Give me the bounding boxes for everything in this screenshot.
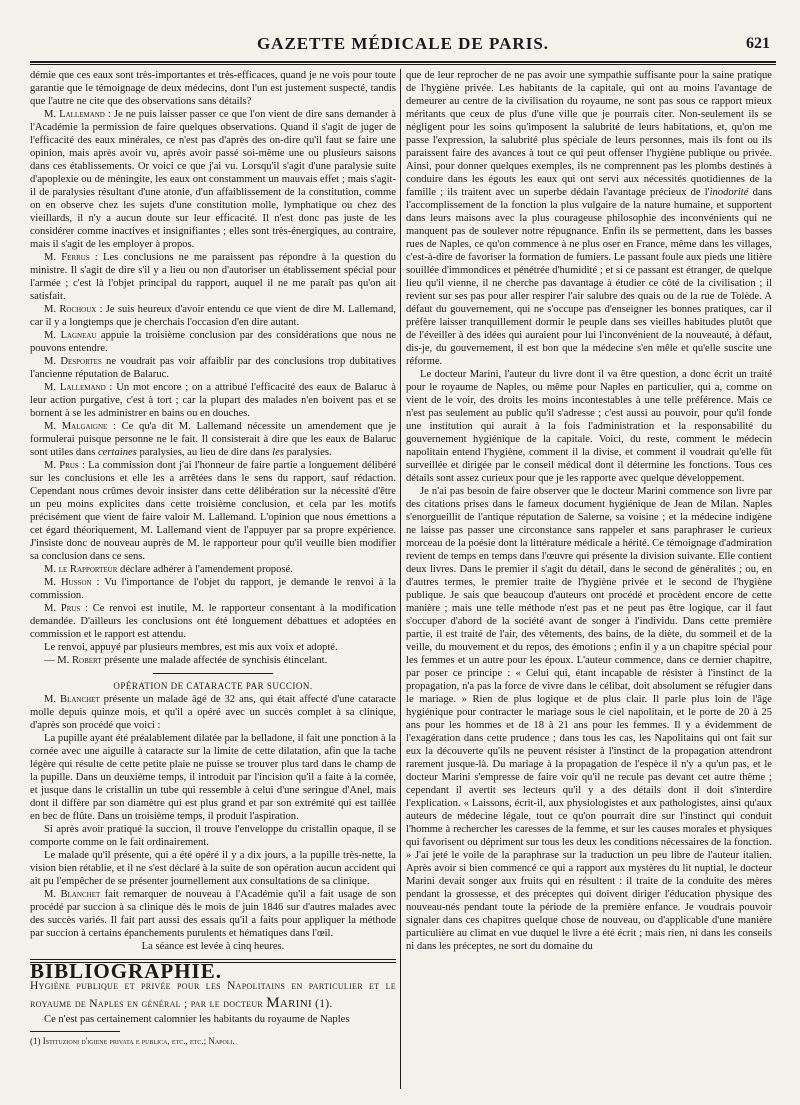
paragraph: La pupille ayant été préalablement dilatée par la belladone, il fait une ponction à la cornée avec une aiguille à cataracte sur la limite de cette dilatation, afin que la tache légère qui résulte de cette petite plaie ne puisse se trouver plus tard dans le champ de la pupille. Dans un deuxième temps, il introduit par l'incision qu'il a faite à la cornée, et jusque dans le cristallin un tube qui ressemble à celui d'une seringue d'Anel, mais dont il diffère par son diamètre qui est plus grand et par son extrémité qui est taillée en bec de flûte. Dans un troisième temps, il produit l'aspiration. bbox=[30, 733, 396, 822]
footnote-rule bbox=[30, 1031, 120, 1032]
emphasis: inodorité bbox=[709, 187, 749, 198]
speech-text: : Un mot encore ; on a attribué l'efficacité des eaux de Balaruc à leur action purgative, c'est à tort ; car la plupart des malades n'en boivent pas et se bornent à se les administrer en bains ou en douches. bbox=[30, 382, 396, 419]
page-number: 621 bbox=[746, 35, 770, 52]
speech-text: appuie la troisième conclusion par des considérations que nous ne pouvons entendre. bbox=[30, 330, 396, 354]
paragraph: Si après avoir pratiqué la succion, il trouve l'enveloppe du cristallin opaque, il se comporte comme on le fait ordinairement. bbox=[30, 824, 396, 848]
paragraph: démie que ces eaux sont très-importantes et très-efficaces, quand je ne vois pour toute garantie que le témoignage de deux médecins, dont l'un est justement suspecté, tandis que l'autre ne cite que des observations sans détails? bbox=[30, 70, 396, 107]
paragraph: Le malade qu'il présente, qui a été opéré il y a dix jours, a la pupille très-nette, la vision bien rétablie, et il ne s'est déclaré à la suite de son opération aucun accident qui ait pu l'empêcher de se présenter journellement aux consultations de sa clinique. bbox=[30, 850, 396, 887]
speech-text: : La commission dont j'ai l'honneur de faire partie a longuement délibéré sur les conclusions et elle les a arrêtées dans le sens du rapport, sauf rédaction. Cependant nous crûmes devoir insister dans cette délibération sur la nécessité d'être un peu moins explicites dans cette troisième conclusion, et cela par les motifs précisément que vient de faire valoir M. Lallemand. L'opinion que nous émettions a cet égard théoriquement, M. Lallemand vient de l'appuyer par sa propre expérience. J'insiste donc de nouveau auprès de M. le rapporteur pour qu'il veuille bien modifier sa conclusion dans ce sens. bbox=[30, 460, 396, 562]
speaker-name: M. Blanchet bbox=[44, 694, 100, 705]
bibliography-heading: BIBLIOGRAPHIE. bbox=[30, 959, 222, 983]
speech-text: : Les conclusions ne me paraissent pas répondre à la question du ministre. Il s'agit de dire s'il y a lieu ou non d'autoriser un établissement spécial pour l'armée ; c'est là l'objet principal du rapport, auquel il ne me paraît pas qu'on ait satisfait. bbox=[30, 252, 396, 302]
emphasis: certaines bbox=[97, 447, 137, 458]
body-text: que de leur reprocher de ne pas avoir une sympathie suffisante pour la saine pratique de l'hygiène privée. Les habitants de la capitale, qui ont au moins l'avantage de demeurer au centre de la civilisation du royaume, ne sont pas sous ce rapport mieux méritants que ceux de plus d'une ville que je pourrais citer. Non-seulement ils se négligent pour les soins qu'imposent la salubrité de leurs habitations, et, qu'on me passe l'expression, la salubrité plus spéciale de leurs personnes, mais ils font ou ils paraissent faire des avances à tout ce qui peut offenser l'hygiène publique ou privée. Ainsi, pour donner quelques exemples, ils ne comprennent pas les plombs destinés à conduire dans les égouts les eaux qui ont servi aux nécessités quotidiennes de la famille ; ils traitent avec un superbe dédain l'avantage précieux de l' bbox=[406, 70, 772, 198]
speech-text: déclare adhérer à l'amendement proposé. bbox=[117, 564, 293, 575]
paragraph bbox=[30, 329, 396, 355]
paragraph bbox=[30, 576, 396, 602]
speech-text: ne voudrait pas voir affaiblir par des conclusions trop dubitatives l'ancienne réputation de Balaruc. bbox=[30, 356, 396, 380]
paragraph bbox=[30, 693, 396, 732]
paragraph bbox=[30, 563, 396, 576]
paragraph bbox=[30, 654, 396, 667]
body-text: dans l'accomplissement de la fonction la plus vulgaire de la nature humaine, et supportent dans leurs maisons avec la plus courageuse philosophie des inconvénients qui ne manquent pas de soulever notre répugnance. Enfin ils se permettent, dans les basses rues de Naples, ce qu'on commence à ne plus oser en France, même dans les villages, c'est-à-dire de favoriser la formation de fumiers. Le passant foule aux pieds une litière souillée d'immondices et pénétrée d'humidité ; et si ce passant est étranger, de quelque lieu qu'il vienne, il ne cherche pas davantage à étudier ce côté de la civilisation ; il revient sur ses pas pour aller respirer l'air salubre des quais ou de la rue de Tolède. A défaut du gouvernement, qui ne s'occupe pas d'enseigner les bonnes pratiques, car il préfère laisser tranquillement dormir le peuple dans ses vieilles habitudes plutôt que de l'éveiller à des idées qui auraient pour lui l'inconvénient de la nouveauté, à défaut, dis-je, du gouvernement, il est bon que la médecine s'en mêle et qu'elle suscite une réforme. bbox=[406, 187, 772, 367]
speaker-name: M. Malgaigne bbox=[44, 421, 108, 432]
speech-text: présente un malade âgé de 32 ans, qui était affecté d'une cataracte molle depuis quinze mois, et qu'il a opéré avec un succès complet à sa clinique, d'après son procédé que voici : bbox=[30, 694, 396, 731]
paragraph bbox=[30, 108, 396, 251]
speech-text: : Ce qu'a dit M. Lallemand nécessite un amendement que je formulerai puisque personne ne le fait. Il consisterait à dire que les eaux de Balaruc sont utiles dans bbox=[30, 421, 396, 458]
speaker-name: M. le Rapporteur bbox=[44, 564, 118, 575]
paragraph bbox=[30, 303, 396, 329]
speaker-name: M. Desportes bbox=[44, 356, 102, 367]
book-title-text: Hygiène publique et privée pour les Napolitains en particulier et le royaume de Naples en général ; par le docteur bbox=[30, 980, 396, 1010]
speaker-name: M. Rochoux bbox=[44, 304, 97, 315]
paragraph: Le docteur Marini, l'auteur du livre dont il va être question, a donc écrit un traité pour le royaume de Naples, ou même pour Naples en particulier, qui a, comme on vient de le voir, des droits les moins incontestables à une telle préférence. Mais ce n'est pas seulement au public qu'il s'adresse ; c'est aussi au pouvoir, pour qu'il fonde une institution qui aurait à la fois l'administration et la responsabilité du gouvernement hygiénique de la capitale. Voici, du reste, comment le médecin napolitain entend l'hygiène, comment il la divise, et comment il voudrait qu'elle fût surveillée et dirigée par le conseil médical dont il détermine les fonctions. Tous ces détails sont assez curieux pour que je les rapporte avec quelque développement. bbox=[406, 369, 772, 484]
speech-text: : Je suis heureux d'avoir entendu ce que vient de dire M. Lallemand, car il y a longtemps que je cherchais l'occasion d'en dire autant. bbox=[30, 304, 396, 328]
speaker-name: M. Ferrus bbox=[44, 252, 90, 263]
emphasis: les bbox=[272, 447, 284, 458]
paragraph bbox=[30, 420, 396, 459]
paragraph: Je n'ai pas besoin de faire observer que le docteur Marini commence son livre par des citations prises dans le fameux document hygiénique de Jean de Milan. Naples s'enorgueillit de l'antique réputation de Salerne, sa voisine ; et la médecine indigène ne laisse pas passer une circonstance sans rappeler et sans paraphraser le curieux morceau de la poésie dont la littérature médicale a hérité. Ce témoignage d'admiration revient de temps en temps dans l'œuvre qui présente la division suivante. Elle contient deux livres. Dans le premier il s'agit du détail, dans le second de généralités ; ou, en d'autres termes, le premier traite de l'hygiène privée et le second de l'hygiène publique. Je sais que beaucoup d'auteurs ont procédé et procèdent encore de cette manière ; mais une telle méthode n'est pas et ne peut pas être logique, car il faut s'occuper d'abord de la société avant de songer à l'individu. Dans cette première partie, il est traité de l'air, des vêtements, des bains, de la diète, du sommeil et de la veille, du mouvement et du repos, des émotions ; enfin il y a un chapitre spécial pour les femmes et un autre pour les époux. L'auteur commence, dans ce dernier chapitre, par poser ce principe : « Celui qui, étant incapable de résister à l'instinct de la propagation, n'a pas la force de vivre dans le célibat, doit absolument se réfugier dans le mariage. » Rien de plus logique et de plus clair. Il parle plus loin de l'âge hygiénique pour contracter le mariage sous le ciel napolitain, et le porte de 20 à 25 ans pour les hommes et de 18 à 21 ans pour les femmes. Il y a évidemment de l'exagération dans cette prudence ; dans tous les cas, les Napolitains qui ont fait sur eux la découverte qu'ils ne peuvent résister à l'instinct de la propagation attendront rarement jusque-là. Du mariage à la propagation de l'espèce il n'y a qu'un pas, et le docteur Marini s'empresse de faire voir qu'il ne recule pas devant cet autre thème ; cependant il avertit ses lecteurs qu'il y a des détails dont il doit s'interdire l'explication. « Laissons, écrit-il, aux physiologistes et aux pathologistes, ainsi qu'aux auteurs de médecine légale, tout ce qu'on pourrait dire sur l'instinct qui conduit l'homme à rechercher les caresses de la femme, et sur les causes morales et physiques qui favorisent ou dépriment sur tous les deux les conditions nécessaires de la fonction. » J'ai jeté le voile de la paraphrase sur la traduction un peu libre de l'auteur italien. Après avoir si bien commencé ce qui a rapport aux mystères du lit nuptial, le docteur Marini devait songer aux fruits qui en résultent : il traite de la conduite des mères pendant la grossesse, et des préceptes qui doivent diriger l'éducation physique des nouveau-nés pendant toute la période de la première enfance. Je voudrais pouvoir signaler dans ces chapitres quelque chose de nouveau, ou d'applicable d'une manière particulière au climat en vue duquel le livre a été écrit ; mais rien, ni dans les conseils ni dans les préceptes, ne sort du domaine du bbox=[406, 486, 772, 952]
header-rule bbox=[30, 61, 776, 63]
paragraph bbox=[406, 69, 772, 368]
footnote-ref: (1). bbox=[315, 998, 333, 1010]
paragraph: Le renvoi, appuyé par plusieurs membres, est mis aux voix et adopté. bbox=[44, 642, 338, 653]
footnote: (1) Istituzioni d'igiene privata e publica, etc., etc.; Napoli. bbox=[30, 1036, 235, 1046]
closing-line: La séance est levée à cinq heures. bbox=[141, 941, 285, 952]
paragraph bbox=[30, 602, 396, 641]
book-author: Marini bbox=[266, 995, 312, 1011]
speech-text: paralysies. bbox=[283, 447, 332, 458]
book-title bbox=[30, 978, 396, 1013]
column-separator bbox=[400, 69, 401, 1089]
paragraph: Ce n'est pas certainement calomnier les habitants du royaume de Naples bbox=[44, 1014, 350, 1025]
speaker-name: M. Blanchet bbox=[44, 889, 101, 900]
speaker-name: M. Lallemand bbox=[44, 382, 106, 393]
masthead-title: GAZETTE MÉDICALE DE PARIS. bbox=[256, 34, 550, 53]
speech-text: : Ce renvoi est inutile, M. le rapporteur consentant à la modification demandée. D'ailleurs les conclusions ont été longuement débattues et adoptées en commission et le rapport est attendu. bbox=[30, 603, 396, 640]
speech-text: : Vu l'importance de l'objet du rapport, je demande le renvoi à la commission. bbox=[30, 577, 396, 601]
section-rule bbox=[153, 673, 273, 674]
section-subheading: OPÉRATION DE CATARACTE PAR SUCCION. bbox=[113, 681, 313, 691]
paragraph bbox=[30, 251, 396, 303]
left-column bbox=[30, 69, 396, 1089]
paragraph bbox=[30, 355, 396, 381]
paragraph bbox=[30, 381, 396, 420]
speaker-name: M. Prus bbox=[44, 460, 79, 471]
speaker-name: M. Lallemand bbox=[44, 109, 105, 120]
speaker-name: M. Husson bbox=[44, 577, 92, 588]
paragraph bbox=[30, 459, 396, 563]
right-column bbox=[406, 69, 772, 1089]
speaker-name: M. Prus bbox=[44, 603, 81, 614]
speech-text: fait remarquer de nouveau à l'Académie qu'il a fait usage de son procédé par succion à sa clinique dès le mois de juin 1846 sur d'autres malades avec des succès variés. Il fait part aussi des essais qu'il a faits pour appliquer la méthode par succion à certains épanchements purulents et hématiques dans l'œil. bbox=[30, 889, 396, 939]
page-header bbox=[30, 34, 776, 56]
speech-text: paralysies, au lieu de dire dans bbox=[136, 447, 273, 458]
speaker-name: M. Robert bbox=[57, 655, 102, 666]
speech-text: présente une malade affectée de synchisis étincelant. bbox=[101, 655, 328, 666]
speaker-name: M. Lagneau bbox=[44, 330, 97, 341]
paragraph bbox=[30, 888, 396, 940]
header-rule-thin bbox=[30, 64, 776, 65]
speech-text: : Je ne puis laisser passer ce que l'on vient de dire sans demander à l'Académie la permission de faire quelques observations. Quand il s'agit de juger de l'efficacité des eaux minérales, ce n'est pas d'après des on-dire qu'il faut se faire une opinion, mais après avoir vu, après avoir passé soi-même une ou plusieurs saisons dans ces établissements. Or voici ce que j'ai vu. Lorsqu'il s'agit d'une paralysie suite d'apoplexie ou de méningite, les eaux ont constamment un mauvais effet ; mais s'agit-il de paralysies résultant d'une atonie, d'un affaiblissement de la constitution, comme on en observe chez les sujets d'une constitution molle, lymphatique ou chez des vieillards, il n'y a aucun doute sur leur efficacité. Il n'est donc pas juste de les considérer comme inactives et insignifiantes ; elles sont très-énergiques, au contraire, mais il s'agit de les employer à propos. bbox=[30, 109, 396, 250]
dash: — bbox=[44, 655, 58, 666]
